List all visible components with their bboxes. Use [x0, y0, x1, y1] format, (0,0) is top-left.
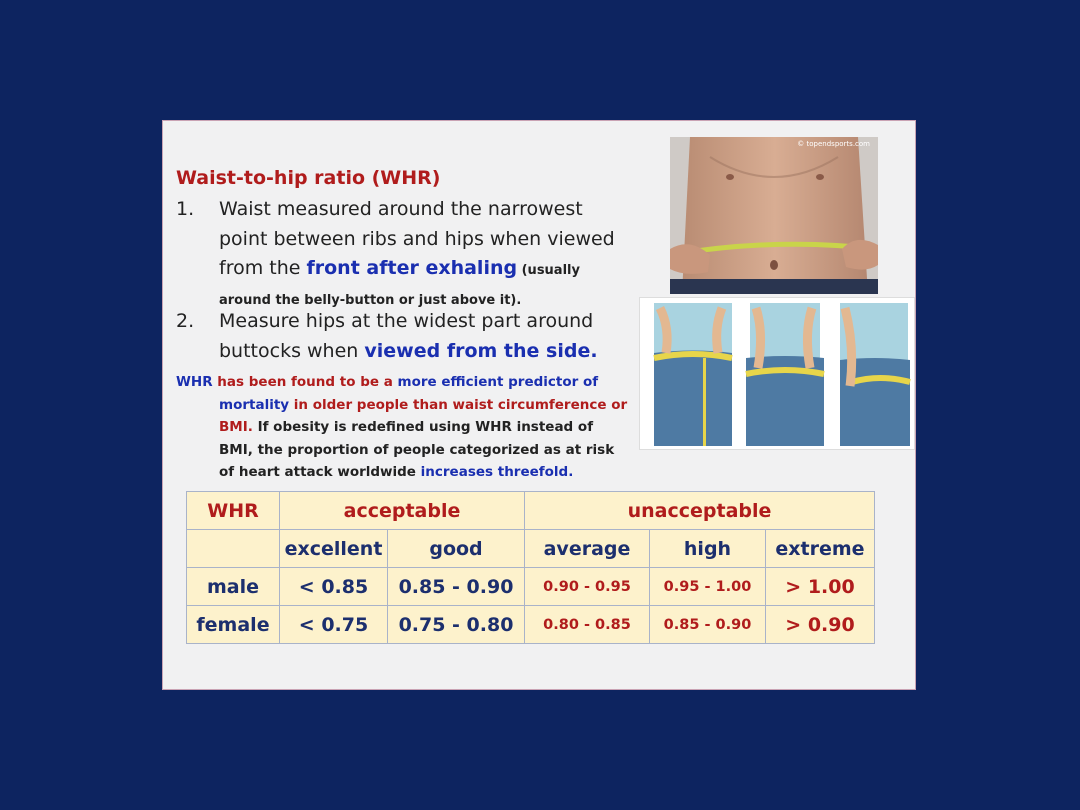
- table-cell: 0.95 - 1.00: [650, 568, 766, 606]
- photo-credit: © topendsports.com: [797, 140, 870, 148]
- note-text: in older people than waist circumference or: [289, 396, 628, 413]
- note-whr: WHR: [176, 374, 213, 390]
- emphasis-text: front after exhaling: [306, 257, 518, 279]
- item-line: Measure hips at the widest part around: [219, 310, 594, 332]
- list-item-1: [176, 195, 646, 313]
- table-cell: > 1.00: [766, 568, 875, 606]
- table-cell: > 0.90: [766, 606, 875, 644]
- empty-cell: [187, 530, 280, 568]
- note-text: mortality: [219, 396, 290, 413]
- waist-measure-photo: [670, 137, 878, 294]
- subheader-good: good: [388, 530, 525, 568]
- item-line: from the: [219, 257, 307, 279]
- list-item-2: [176, 307, 646, 366]
- item-note: (usually: [517, 263, 580, 278]
- subheader-extreme: extreme: [766, 530, 875, 568]
- note-text: more efficient predictor of: [397, 374, 599, 390]
- table-cell: 0.80 - 0.85: [525, 606, 650, 644]
- table-cell: 0.75 - 0.80: [388, 606, 525, 644]
- item-line: point between ribs and hips when viewed: [219, 227, 615, 250]
- table-cell: 0.90 - 0.95: [525, 568, 650, 606]
- header-unacceptable: unacceptable: [525, 492, 875, 530]
- item-note: around the belly-button or just above it).: [219, 292, 522, 308]
- table-row: [187, 568, 875, 606]
- row-label: male: [187, 568, 280, 606]
- note-text: If obesity is redefined using WHR instead of: [252, 419, 594, 435]
- note-text: has been found to be a: [212, 374, 398, 390]
- header-whr: WHR: [187, 492, 280, 530]
- item-number: 1.: [176, 198, 195, 220]
- item-line: buttocks when: [219, 339, 365, 362]
- whr-note: [176, 371, 636, 484]
- note-text: increases threefold.: [420, 464, 574, 480]
- table-header-row: [187, 492, 875, 530]
- whr-table: [186, 491, 875, 644]
- slide: [162, 120, 916, 690]
- note-text: BMI, the proportion of people categorized as at risk: [219, 441, 615, 458]
- header-acceptable: acceptable: [280, 492, 525, 530]
- item-line: Waist measured around the narrowest: [219, 198, 583, 220]
- slide-title: Waist-to-hip ratio (WHR): [176, 167, 441, 189]
- table-cell: < 0.75: [280, 606, 388, 644]
- hip-measure-illustration: [639, 297, 915, 450]
- note-text: BMI.: [219, 419, 253, 435]
- note-text: of heart attack worldwide: [219, 464, 421, 480]
- table-cell: < 0.85: [280, 568, 388, 606]
- table-cell: 0.85 - 0.90: [650, 606, 766, 644]
- emphasis-text: viewed from the side.: [364, 339, 598, 362]
- subheader-excellent: excellent: [280, 530, 388, 568]
- item-number: 2.: [176, 310, 195, 332]
- table-row: [187, 606, 875, 644]
- table-subheader-row: [187, 530, 875, 568]
- subheader-average: average: [525, 530, 650, 568]
- subheader-high: high: [650, 530, 766, 568]
- row-label: female: [187, 606, 280, 644]
- table-cell: 0.85 - 0.90: [388, 568, 525, 606]
